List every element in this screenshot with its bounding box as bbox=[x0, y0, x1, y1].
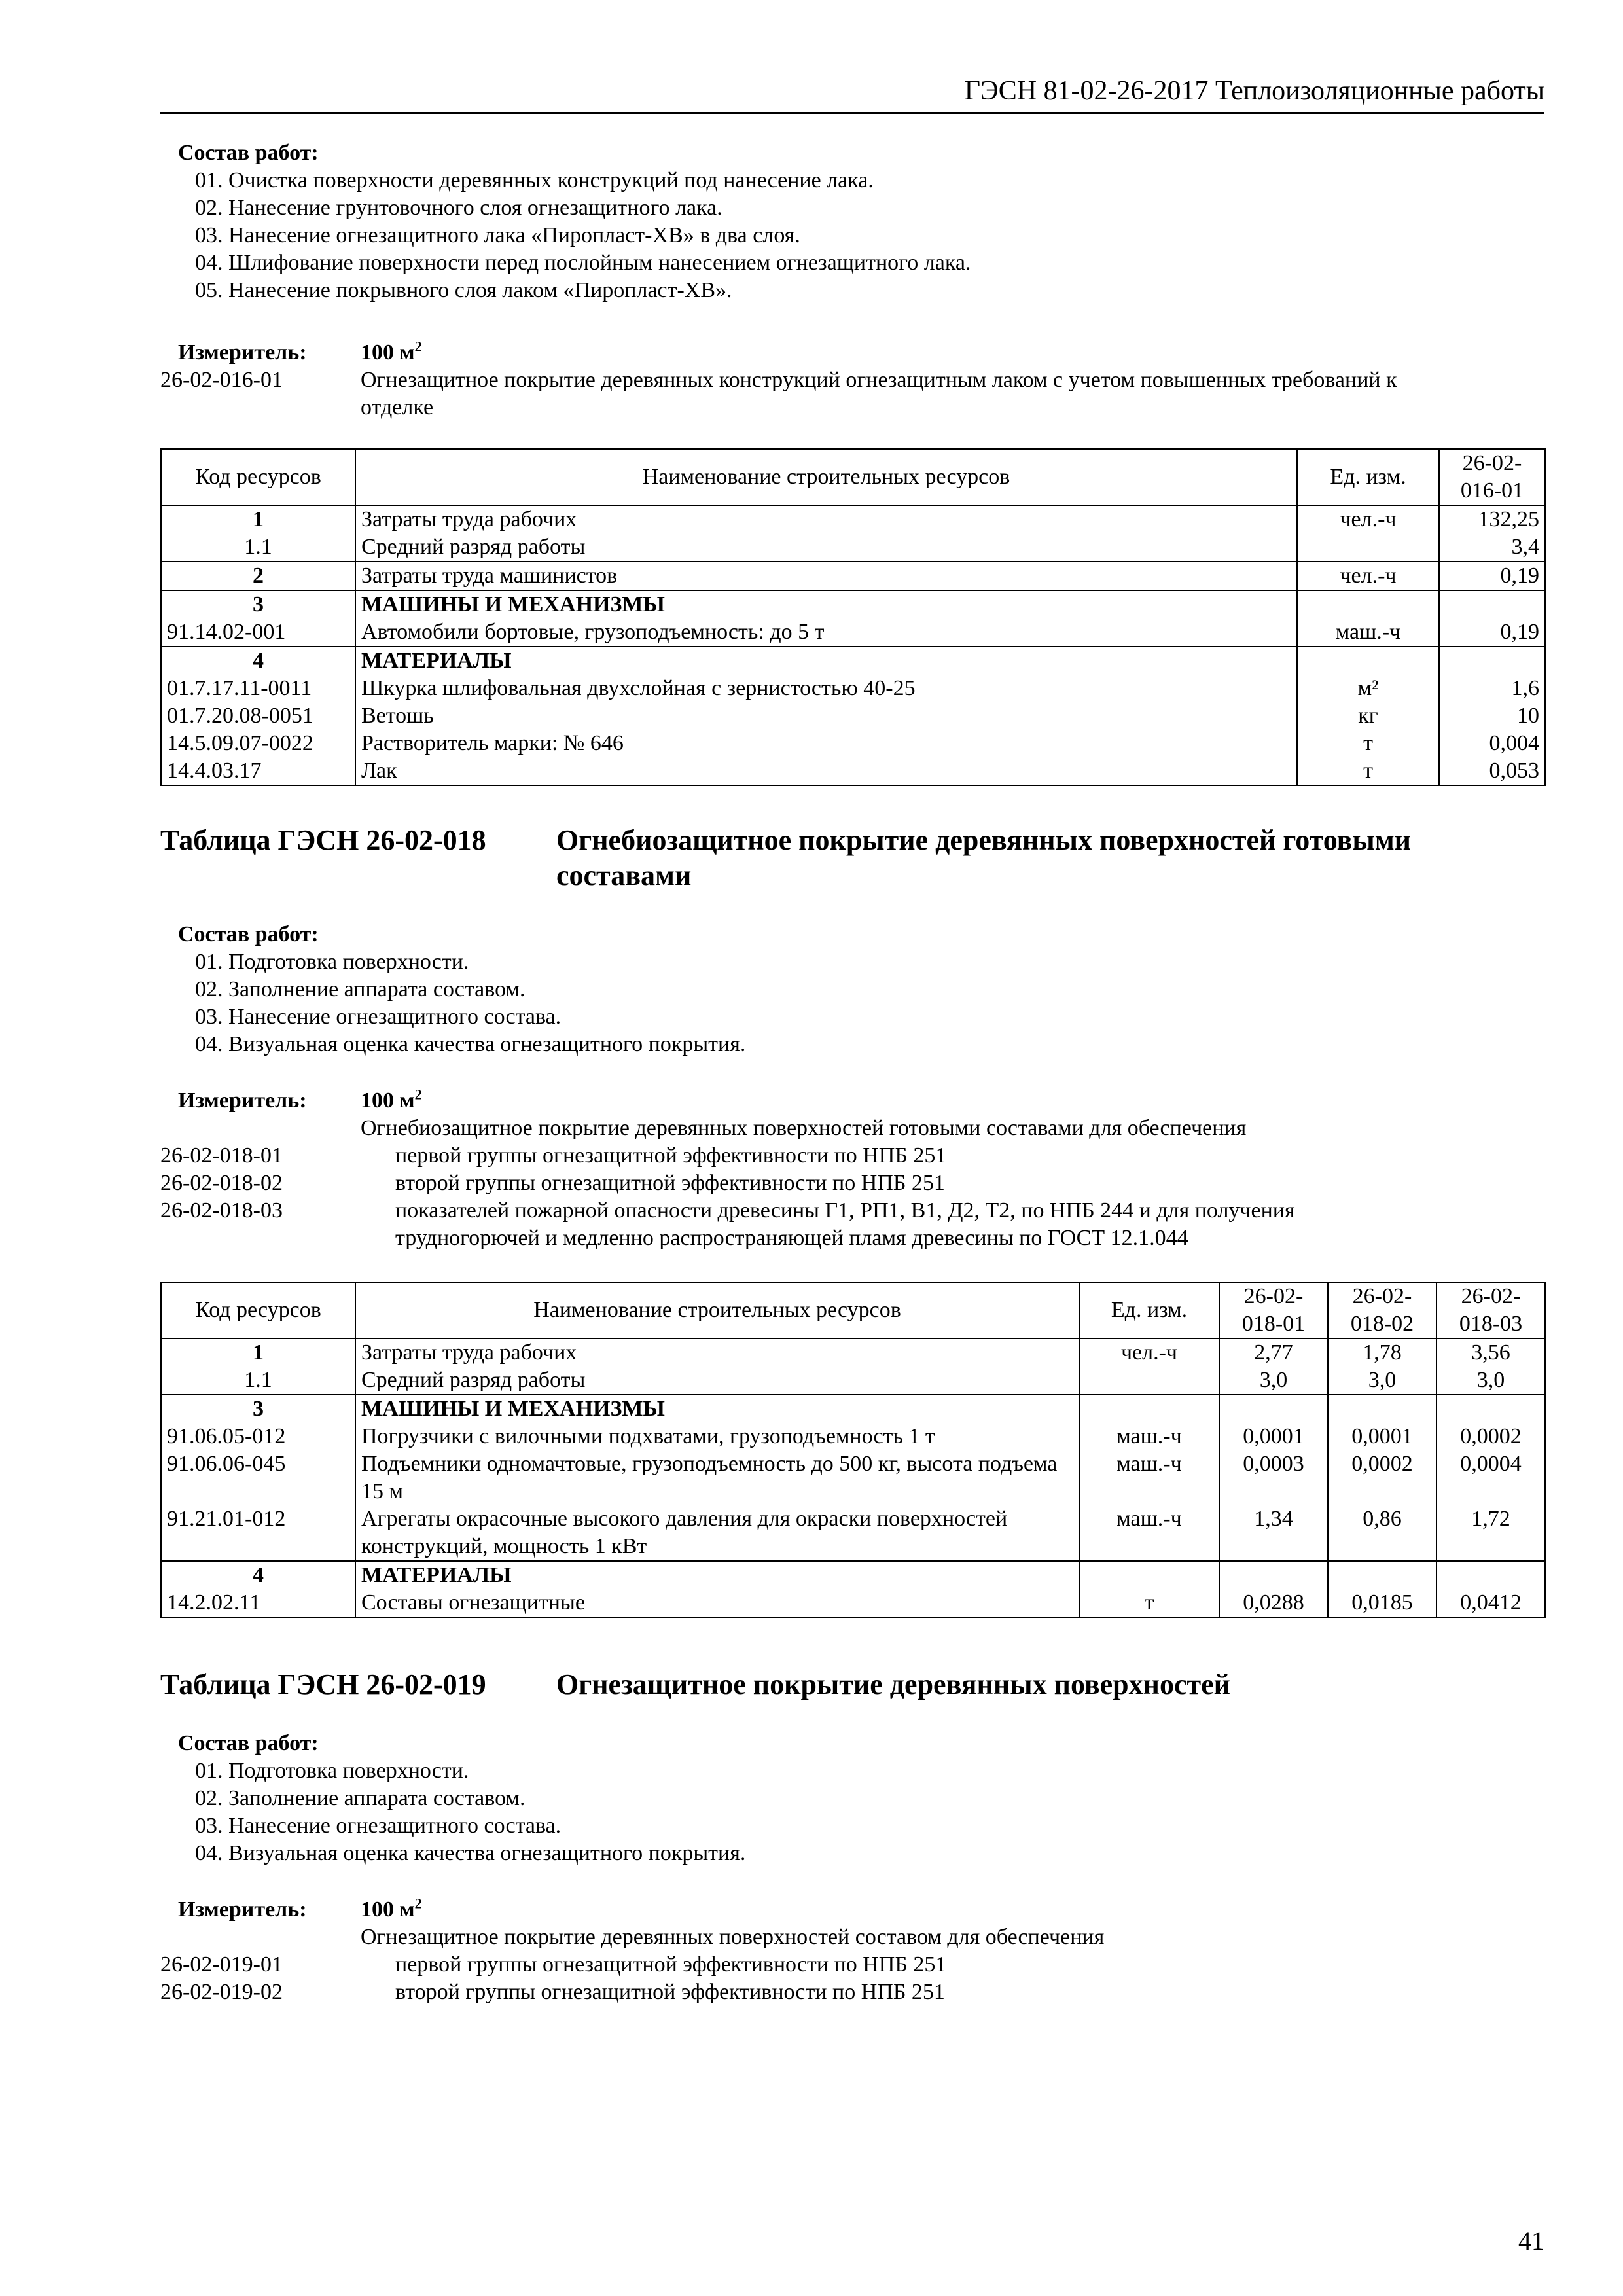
resource-unit: маш.-ч bbox=[1297, 619, 1439, 647]
resource-code: 4 bbox=[161, 647, 355, 675]
norm-description: отделке bbox=[361, 395, 434, 420]
resource-unit: маш.-ч bbox=[1079, 1423, 1219, 1450]
resource-code: 91.21.01-012 bbox=[161, 1505, 355, 1561]
resource-value: 0,004 bbox=[1439, 730, 1545, 757]
resource-name: Лак bbox=[355, 757, 1297, 785]
resource-value: 3,0 bbox=[1436, 1367, 1545, 1395]
table-row bbox=[161, 647, 1545, 675]
norm-text: показателей пожарной опасности древесины Г1, РП1, В1, Д2, Т2, по НПБ 244 и для получения bbox=[395, 1198, 1295, 1223]
resource-code: 91.06.05-012 bbox=[161, 1423, 355, 1450]
resource-name: Средний разряд работы bbox=[355, 1367, 1079, 1395]
resource-code: 14.2.02.11 bbox=[161, 1589, 355, 1617]
resource-name: МАТЕРИАЛЫ bbox=[355, 647, 1297, 675]
resource-value bbox=[1436, 1561, 1545, 1589]
resource-unit bbox=[1297, 590, 1439, 619]
resource-value: 0,19 bbox=[1439, 562, 1545, 590]
resource-name: Составы огнезащитные bbox=[355, 1589, 1079, 1617]
table-row bbox=[161, 1505, 1545, 1561]
resource-unit: т bbox=[1079, 1589, 1219, 1617]
resource-value bbox=[1328, 1395, 1436, 1423]
norm-intro: Огнебиозащитное покрытие деревянных поверхностей готовыми составами для обеспечения bbox=[361, 1116, 1247, 1140]
work-item: 02. Нанесение грунтовочного слоя огнезащитного лака. bbox=[195, 196, 722, 220]
norm-text: первой группы огнезащитной эффективности по НПБ 251 bbox=[395, 1952, 947, 1977]
resource-unit bbox=[1297, 533, 1439, 562]
work-item: 03. Нанесение огнезащитного лака «Пиропласт-ХВ» в два слоя. bbox=[195, 223, 800, 247]
resource-unit bbox=[1079, 1367, 1219, 1395]
norm-code: 26-02-018-03 bbox=[160, 1198, 283, 1223]
meter-value: 100 $м^2$ bbox=[361, 1086, 422, 1113]
norm-description: Огнезащитное покрытие деревянных конструкций огнезащитным лаком с учетом повышенных требований к bbox=[361, 368, 1397, 392]
resource-value: 0,0003 bbox=[1219, 1450, 1328, 1505]
norm-text: трудногорючей и медленно распространяющей пламя древесины по ГОСТ 12.1.044 bbox=[395, 1226, 1188, 1250]
col-header: Код ресурсов bbox=[161, 1282, 355, 1338]
works-title: Состав работ: bbox=[178, 1731, 319, 1755]
resource-name: Погрузчики с вилочными подхватами, грузоподъемность 1 т bbox=[355, 1423, 1079, 1450]
work-item: 02. Заполнение аппарата составом. bbox=[195, 1786, 526, 1810]
meter-value: 100 $м^2$ bbox=[361, 1895, 422, 1922]
table-row bbox=[161, 1338, 1545, 1367]
work-item: 04. Визуальная оценка качества огнезащитного покрытия. bbox=[195, 1032, 746, 1056]
resource-value: 3,0 bbox=[1219, 1367, 1328, 1395]
work-item: 05. Нанесение покрывного слоя лаком «Пиропласт-ХВ». bbox=[195, 278, 732, 302]
resource-value: 0,0002 bbox=[1328, 1450, 1436, 1505]
table-row bbox=[161, 730, 1545, 757]
table-label: Таблица ГЭСН 26-02-018 bbox=[160, 824, 486, 856]
resource-value: 0,86 bbox=[1328, 1505, 1436, 1561]
norm-text: второй группы огнезащитной эффективности по НПБ 251 bbox=[395, 1980, 945, 2004]
work-item: 04. Шлифование поверхности перед послойным нанесением огнезащитного лака. bbox=[195, 251, 971, 275]
works-title: Состав работ: bbox=[178, 922, 319, 946]
resource-unit: маш.-ч bbox=[1079, 1450, 1219, 1505]
resource-value bbox=[1219, 1395, 1328, 1423]
col-header: 26-02-016-01 bbox=[1439, 449, 1545, 505]
resource-value: 0,0001 bbox=[1328, 1423, 1436, 1450]
work-item: 01. Подготовка поверхности. bbox=[195, 1759, 469, 1783]
work-item: 01. Подготовка поверхности. bbox=[195, 950, 469, 974]
resource-value bbox=[1436, 1395, 1545, 1423]
table-label: Таблица ГЭСН 26-02-019 bbox=[160, 1668, 486, 1700]
resource-code: 14.5.09.07-0022 bbox=[161, 730, 355, 757]
resource-value bbox=[1439, 590, 1545, 619]
resource-code: 91.06.06-045 bbox=[161, 1450, 355, 1505]
col-header: Код ресурсов bbox=[161, 449, 355, 505]
work-item: 02. Заполнение аппарата составом. bbox=[195, 977, 526, 1001]
resources-table bbox=[160, 448, 1546, 786]
work-item: 04. Визуальная оценка качества огнезащитного покрытия. bbox=[195, 1841, 746, 1865]
section-title: Огнезащитное покрытие деревянных поверхностей bbox=[556, 1668, 1231, 1700]
resource-code: 3 bbox=[161, 590, 355, 619]
resource-value: 0,0412 bbox=[1436, 1589, 1545, 1617]
resource-code: 4 bbox=[161, 1561, 355, 1589]
resource-name: Агрегаты окрасочные высокого давления для окраски поверхностей конструкций, мощность 1 кВт bbox=[355, 1505, 1079, 1561]
table-row bbox=[161, 1395, 1545, 1423]
resource-name: Растворитель марки: № 646 bbox=[355, 730, 1297, 757]
resource-value: 132,25 bbox=[1439, 505, 1545, 533]
table-row bbox=[161, 619, 1545, 647]
resource-value: 10 bbox=[1439, 702, 1545, 730]
table-row bbox=[161, 1367, 1545, 1395]
resource-name: Автомобили бортовые, грузоподъемность: до 5 т bbox=[355, 619, 1297, 647]
col-header: Ед. изм. bbox=[1079, 1282, 1219, 1338]
work-item: 03. Нанесение огнезащитного состава. bbox=[195, 1005, 562, 1029]
resource-name: Шкурка шлифовальная двухслойная с зернистостью 40-25 bbox=[355, 675, 1297, 702]
resource-value: 1,72 bbox=[1436, 1505, 1545, 1561]
norm-code: 26-02-016-01 bbox=[160, 368, 283, 392]
table-row bbox=[161, 702, 1545, 730]
col-header: Наименование строительных ресурсов bbox=[355, 1282, 1079, 1338]
table-row bbox=[161, 1561, 1545, 1589]
resource-value: 0,0001 bbox=[1219, 1423, 1328, 1450]
resource-value: 0,0004 bbox=[1436, 1450, 1545, 1505]
resource-value: 0,0185 bbox=[1328, 1589, 1436, 1617]
resource-unit: т bbox=[1297, 730, 1439, 757]
col-header: Наименование строительных ресурсов bbox=[355, 449, 1297, 505]
meter-label: Измеритель: bbox=[178, 1088, 307, 1113]
norm-text: второй группы огнезащитной эффективности по НПБ 251 bbox=[395, 1171, 945, 1195]
resource-unit: маш.-ч bbox=[1079, 1505, 1219, 1561]
table-row bbox=[161, 505, 1545, 533]
resource-name: Затраты труда рабочих bbox=[355, 1338, 1079, 1367]
norm-code: 26-02-018-01 bbox=[160, 1143, 283, 1168]
resource-unit: кг bbox=[1297, 702, 1439, 730]
section-title: составами bbox=[556, 859, 692, 891]
page-number: 41 bbox=[1518, 2226, 1544, 2255]
works-title: Состав работ: bbox=[178, 141, 319, 165]
col-header: 26-02-018-03 bbox=[1436, 1282, 1545, 1338]
table-row bbox=[161, 533, 1545, 562]
resource-unit: т bbox=[1297, 757, 1439, 785]
resource-code: 1 bbox=[161, 1338, 355, 1367]
table-row bbox=[161, 1450, 1545, 1505]
resource-unit bbox=[1079, 1395, 1219, 1423]
resource-name: МАШИНЫ И МЕХАНИЗМЫ bbox=[355, 590, 1297, 619]
resource-code: 3 bbox=[161, 1395, 355, 1423]
resource-value: 1,34 bbox=[1219, 1505, 1328, 1561]
resource-value: 3,56 bbox=[1436, 1338, 1545, 1367]
resource-code: 2 bbox=[161, 562, 355, 590]
work-item: 03. Нанесение огнезащитного состава. bbox=[195, 1814, 562, 1838]
meter-label: Измеритель: bbox=[178, 1897, 307, 1922]
resource-name: МАТЕРИАЛЫ bbox=[355, 1561, 1079, 1589]
resource-code: 1.1 bbox=[161, 1367, 355, 1395]
col-header: 26-02-018-02 bbox=[1328, 1282, 1436, 1338]
col-header: 26-02-018-01 bbox=[1219, 1282, 1328, 1338]
resource-name: Ветошь bbox=[355, 702, 1297, 730]
norm-text: первой группы огнезащитной эффективности по НПБ 251 bbox=[395, 1143, 947, 1168]
work-item: 01. Очистка поверхности деревянных конструкций под нанесение лака. bbox=[195, 168, 874, 192]
resource-name: Затраты труда рабочих bbox=[355, 505, 1297, 533]
table-row bbox=[161, 1589, 1545, 1617]
col-header: Ед. изм. bbox=[1297, 449, 1439, 505]
resource-value: 0,19 bbox=[1439, 619, 1545, 647]
resource-code: 1.1 bbox=[161, 533, 355, 562]
meter-label: Измеритель: bbox=[178, 340, 307, 365]
resource-value: 3,0 bbox=[1328, 1367, 1436, 1395]
resource-value: 1,6 bbox=[1439, 675, 1545, 702]
resource-name: Подъемники одномачтовые, грузоподъемность до 500 кг, высота подъема 15 м bbox=[355, 1450, 1079, 1505]
resource-unit: м² bbox=[1297, 675, 1439, 702]
resource-value: 0,0288 bbox=[1219, 1589, 1328, 1617]
resource-code: 01.7.20.08-0051 bbox=[161, 702, 355, 730]
norm-intro: Огнезащитное покрытие деревянных поверхностей составом для обеспечения bbox=[361, 1925, 1105, 1949]
norm-code: 26-02-019-01 bbox=[160, 1952, 283, 1977]
resource-value: 3,4 bbox=[1439, 533, 1545, 562]
resource-code: 1 bbox=[161, 505, 355, 533]
resource-unit: чел.-ч bbox=[1297, 505, 1439, 533]
resource-unit: чел.-ч bbox=[1079, 1338, 1219, 1367]
resource-value bbox=[1328, 1561, 1436, 1589]
running-header bbox=[160, 75, 1544, 114]
resource-code: 91.14.02-001 bbox=[161, 619, 355, 647]
resource-value bbox=[1439, 647, 1545, 675]
resource-unit bbox=[1297, 647, 1439, 675]
resource-name: МАШИНЫ И МЕХАНИЗМЫ bbox=[355, 1395, 1079, 1423]
resource-code: 01.7.17.11-0011 bbox=[161, 675, 355, 702]
norm-code: 26-02-018-02 bbox=[160, 1171, 283, 1195]
table-row bbox=[161, 757, 1545, 785]
resources-table bbox=[160, 1282, 1546, 1618]
resource-name: Затраты труда машинистов bbox=[355, 562, 1297, 590]
table-row bbox=[161, 562, 1545, 590]
resource-unit bbox=[1079, 1561, 1219, 1589]
table-row bbox=[161, 675, 1545, 702]
resource-name: Средний разряд работы bbox=[355, 533, 1297, 562]
resource-unit: чел.-ч bbox=[1297, 562, 1439, 590]
norm-code: 26-02-019-02 bbox=[160, 1980, 283, 2004]
resource-value bbox=[1219, 1561, 1328, 1589]
table-row bbox=[161, 1423, 1545, 1450]
resource-code: 14.4.03.17 bbox=[161, 757, 355, 785]
meter-value: 100 $м^2$ bbox=[361, 338, 422, 365]
section-title: Огнебиозащитное покрытие деревянных поверхностей готовыми bbox=[556, 824, 1412, 856]
resource-value: 2,77 bbox=[1219, 1338, 1328, 1367]
resource-value: 0,053 bbox=[1439, 757, 1545, 785]
table-row bbox=[161, 590, 1545, 619]
resource-value: 0,0002 bbox=[1436, 1423, 1545, 1450]
header-text: ГЭСН 81-02-26-2017 Теплоизоляционные работы bbox=[964, 76, 1544, 106]
resource-value: 1,78 bbox=[1328, 1338, 1436, 1367]
